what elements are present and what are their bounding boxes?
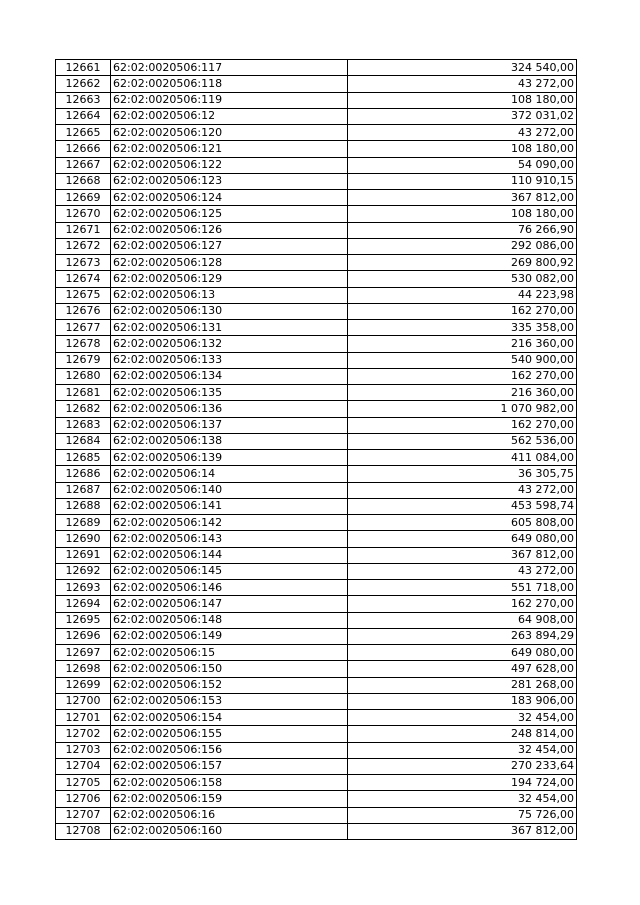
row-number-cell: 12684 xyxy=(56,433,111,449)
table-row xyxy=(56,401,577,417)
table-row xyxy=(56,677,577,693)
row-number-cell: 12688 xyxy=(56,498,111,514)
cadastral-value-cell: 372 031,02 xyxy=(348,108,577,124)
cadastral-number-cell: 62:02:0020506:159 xyxy=(111,791,348,807)
row-number-cell: 12670 xyxy=(56,206,111,222)
cadastral-value-cell: 562 536,00 xyxy=(348,433,577,449)
table-row xyxy=(56,352,577,368)
cadastral-number-cell: 62:02:0020506:123 xyxy=(111,173,348,189)
cadastral-value-cell: 649 080,00 xyxy=(348,531,577,547)
cadastral-number-cell: 62:02:0020506:121 xyxy=(111,141,348,157)
table-row xyxy=(56,206,577,222)
table-row xyxy=(56,92,577,108)
cadastral-value-cell: 551 718,00 xyxy=(348,580,577,596)
table-row xyxy=(56,612,577,628)
cadastral-number-cell: 62:02:0020506:13 xyxy=(111,287,348,303)
cadastral-value-cell: 54 090,00 xyxy=(348,157,577,173)
cadastral-value-cell: 76 266,90 xyxy=(348,222,577,238)
cadastral-number-cell: 62:02:0020506:156 xyxy=(111,742,348,758)
cadastral-value-cell: 1 070 982,00 xyxy=(348,401,577,417)
cadastral-number-cell: 62:02:0020506:14 xyxy=(111,466,348,482)
table-row xyxy=(56,547,577,563)
table-row xyxy=(56,141,577,157)
cadastral-number-cell: 62:02:0020506:157 xyxy=(111,758,348,774)
cadastral-number-cell: 62:02:0020506:155 xyxy=(111,726,348,742)
row-number-cell: 12689 xyxy=(56,515,111,531)
table-row xyxy=(56,645,577,661)
cadastral-number-cell: 62:02:0020506:131 xyxy=(111,320,348,336)
cadastral-value-cell: 269 800,92 xyxy=(348,255,577,271)
cadastral-number-cell: 62:02:0020506:148 xyxy=(111,612,348,628)
row-number-cell: 12671 xyxy=(56,222,111,238)
row-number-cell: 12667 xyxy=(56,157,111,173)
row-number-cell: 12706 xyxy=(56,791,111,807)
table-row xyxy=(56,466,577,482)
table-row xyxy=(56,775,577,791)
cadastral-value-cell: 335 358,00 xyxy=(348,320,577,336)
table-row xyxy=(56,742,577,758)
table-row xyxy=(56,596,577,612)
cadastral-value-cell: 263 894,29 xyxy=(348,628,577,644)
row-number-cell: 12681 xyxy=(56,385,111,401)
cadastral-value-cell: 281 268,00 xyxy=(348,677,577,693)
table-row xyxy=(56,238,577,254)
row-number-cell: 12701 xyxy=(56,710,111,726)
cadastral-value-cell: 649 080,00 xyxy=(348,645,577,661)
cadastral-value-cell: 110 910,15 xyxy=(348,173,577,189)
cadastral-number-cell: 62:02:0020506:128 xyxy=(111,255,348,271)
cadastral-value-cell: 530 082,00 xyxy=(348,271,577,287)
table-row xyxy=(56,320,577,336)
table-row xyxy=(56,807,577,823)
row-number-cell: 12703 xyxy=(56,742,111,758)
table-row xyxy=(56,628,577,644)
cadastral-number-cell: 62:02:0020506:141 xyxy=(111,498,348,514)
row-number-cell: 12691 xyxy=(56,547,111,563)
cadastral-number-cell: 62:02:0020506:119 xyxy=(111,92,348,108)
table-row xyxy=(56,498,577,514)
cadastral-number-cell: 62:02:0020506:133 xyxy=(111,352,348,368)
cadastral-value-cell: 183 906,00 xyxy=(348,693,577,709)
cadastral-value-cell: 411 084,00 xyxy=(348,450,577,466)
cadastral-number-cell: 62:02:0020506:158 xyxy=(111,775,348,791)
cadastral-value-cell: 162 270,00 xyxy=(348,303,577,319)
cadastral-value-cell: 194 724,00 xyxy=(348,775,577,791)
row-number-cell: 12672 xyxy=(56,238,111,254)
row-number-cell: 12687 xyxy=(56,482,111,498)
row-number-cell: 12686 xyxy=(56,466,111,482)
row-number-cell: 12662 xyxy=(56,76,111,92)
cadastral-number-cell: 62:02:0020506:136 xyxy=(111,401,348,417)
row-number-cell: 12702 xyxy=(56,726,111,742)
table-row xyxy=(56,157,577,173)
table-row xyxy=(56,60,577,76)
table-row xyxy=(56,271,577,287)
row-number-cell: 12693 xyxy=(56,580,111,596)
cadastral-value-cell: 43 272,00 xyxy=(348,563,577,579)
row-number-cell: 12696 xyxy=(56,628,111,644)
row-number-cell: 12705 xyxy=(56,775,111,791)
cadastral-value-cell: 540 900,00 xyxy=(348,352,577,368)
cadastral-number-cell: 62:02:0020506:149 xyxy=(111,628,348,644)
row-number-cell: 12665 xyxy=(56,125,111,141)
row-number-cell: 12685 xyxy=(56,450,111,466)
cadastral-value-cell: 270 233,64 xyxy=(348,758,577,774)
cadastral-number-cell: 62:02:0020506:152 xyxy=(111,677,348,693)
table-row xyxy=(56,515,577,531)
table-row xyxy=(56,173,577,189)
table-row xyxy=(56,580,577,596)
cadastral-value-cell: 497 628,00 xyxy=(348,661,577,677)
cadastral-value-cell: 248 814,00 xyxy=(348,726,577,742)
cadastral-value-cell: 162 270,00 xyxy=(348,368,577,384)
cadastral-number-cell: 62:02:0020506:125 xyxy=(111,206,348,222)
cadastral-value-cell: 64 908,00 xyxy=(348,612,577,628)
table-row xyxy=(56,433,577,449)
table-row xyxy=(56,710,577,726)
cadastral-value-cell: 367 812,00 xyxy=(348,547,577,563)
cadastral-number-cell: 62:02:0020506:12 xyxy=(111,108,348,124)
cadastral-number-cell: 62:02:0020506:135 xyxy=(111,385,348,401)
cadastral-value-table xyxy=(55,59,577,840)
cadastral-value-cell: 43 272,00 xyxy=(348,125,577,141)
cadastral-number-cell: 62:02:0020506:129 xyxy=(111,271,348,287)
cadastral-value-cell: 36 305,75 xyxy=(348,466,577,482)
cadastral-value-cell: 605 808,00 xyxy=(348,515,577,531)
row-number-cell: 12664 xyxy=(56,108,111,124)
cadastral-value-cell: 108 180,00 xyxy=(348,206,577,222)
table-row xyxy=(56,417,577,433)
table-row xyxy=(56,758,577,774)
cadastral-value-cell: 32 454,00 xyxy=(348,710,577,726)
table-row xyxy=(56,76,577,92)
row-number-cell: 12668 xyxy=(56,173,111,189)
row-number-cell: 12704 xyxy=(56,758,111,774)
row-number-cell: 12677 xyxy=(56,320,111,336)
table-row xyxy=(56,190,577,206)
cadastral-number-cell: 62:02:0020506:117 xyxy=(111,60,348,76)
row-number-cell: 12690 xyxy=(56,531,111,547)
table-row xyxy=(56,336,577,352)
row-number-cell: 12663 xyxy=(56,92,111,108)
row-number-cell: 12700 xyxy=(56,693,111,709)
cadastral-number-cell: 62:02:0020506:122 xyxy=(111,157,348,173)
row-number-cell: 12695 xyxy=(56,612,111,628)
cadastral-value-cell: 32 454,00 xyxy=(348,791,577,807)
cadastral-number-cell: 62:02:0020506:153 xyxy=(111,693,348,709)
table-row xyxy=(56,255,577,271)
row-number-cell: 12699 xyxy=(56,677,111,693)
cadastral-value-cell: 162 270,00 xyxy=(348,596,577,612)
cadastral-number-cell: 62:02:0020506:15 xyxy=(111,645,348,661)
row-number-cell: 12680 xyxy=(56,368,111,384)
row-number-cell: 12678 xyxy=(56,336,111,352)
cadastral-number-cell: 62:02:0020506:124 xyxy=(111,190,348,206)
cadastral-value-cell: 32 454,00 xyxy=(348,742,577,758)
table-row xyxy=(56,222,577,238)
cadastral-number-cell: 62:02:0020506:154 xyxy=(111,710,348,726)
row-number-cell: 12675 xyxy=(56,287,111,303)
cadastral-value-cell: 43 272,00 xyxy=(348,482,577,498)
cadastral-number-cell: 62:02:0020506:144 xyxy=(111,547,348,563)
table-row xyxy=(56,450,577,466)
table-body xyxy=(56,60,577,840)
table-row xyxy=(56,791,577,807)
cadastral-number-cell: 62:02:0020506:137 xyxy=(111,417,348,433)
row-number-cell: 12674 xyxy=(56,271,111,287)
table-row xyxy=(56,563,577,579)
cadastral-value-cell: 43 272,00 xyxy=(348,76,577,92)
table-row xyxy=(56,287,577,303)
cadastral-value-cell: 216 360,00 xyxy=(348,385,577,401)
row-number-cell: 12673 xyxy=(56,255,111,271)
cadastral-value-cell: 44 223,98 xyxy=(348,287,577,303)
cadastral-value-cell: 108 180,00 xyxy=(348,141,577,157)
row-number-cell: 12666 xyxy=(56,141,111,157)
cadastral-number-cell: 62:02:0020506:143 xyxy=(111,531,348,547)
table-row xyxy=(56,531,577,547)
cadastral-value-cell: 453 598,74 xyxy=(348,498,577,514)
cadastral-number-cell: 62:02:0020506:139 xyxy=(111,450,348,466)
cadastral-number-cell: 62:02:0020506:145 xyxy=(111,563,348,579)
cadastral-number-cell: 62:02:0020506:127 xyxy=(111,238,348,254)
cadastral-value-cell: 367 812,00 xyxy=(348,190,577,206)
cadastral-number-cell: 62:02:0020506:146 xyxy=(111,580,348,596)
cadastral-number-cell: 62:02:0020506:138 xyxy=(111,433,348,449)
row-number-cell: 12707 xyxy=(56,807,111,823)
table-row xyxy=(56,693,577,709)
row-number-cell: 12676 xyxy=(56,303,111,319)
table-row xyxy=(56,303,577,319)
row-number-cell: 12682 xyxy=(56,401,111,417)
row-number-cell: 12661 xyxy=(56,60,111,76)
table-row xyxy=(56,661,577,677)
row-number-cell: 12692 xyxy=(56,563,111,579)
row-number-cell: 12697 xyxy=(56,645,111,661)
table-row xyxy=(56,385,577,401)
cadastral-number-cell: 62:02:0020506:147 xyxy=(111,596,348,612)
cadastral-number-cell: 62:02:0020506:140 xyxy=(111,482,348,498)
table-row xyxy=(56,726,577,742)
table-row xyxy=(56,482,577,498)
cadastral-number-cell: 62:02:0020506:142 xyxy=(111,515,348,531)
cadastral-value-cell: 324 540,00 xyxy=(348,60,577,76)
cadastral-number-cell: 62:02:0020506:126 xyxy=(111,222,348,238)
row-number-cell: 12669 xyxy=(56,190,111,206)
cadastral-number-cell: 62:02:0020506:150 xyxy=(111,661,348,677)
cadastral-number-cell: 62:02:0020506:130 xyxy=(111,303,348,319)
table-row xyxy=(56,108,577,124)
cadastral-value-cell: 367 812,00 xyxy=(348,823,577,839)
cadastral-value-cell: 108 180,00 xyxy=(348,92,577,108)
cadastral-value-cell: 292 086,00 xyxy=(348,238,577,254)
row-number-cell: 12698 xyxy=(56,661,111,677)
cadastral-number-cell: 62:02:0020506:160 xyxy=(111,823,348,839)
cadastral-number-cell: 62:02:0020506:16 xyxy=(111,807,348,823)
cadastral-value-cell: 75 726,00 xyxy=(348,807,577,823)
cadastral-number-cell: 62:02:0020506:134 xyxy=(111,368,348,384)
cadastral-number-cell: 62:02:0020506:118 xyxy=(111,76,348,92)
row-number-cell: 12694 xyxy=(56,596,111,612)
cadastral-value-cell: 216 360,00 xyxy=(348,336,577,352)
cadastral-value-cell: 162 270,00 xyxy=(348,417,577,433)
table-row xyxy=(56,823,577,839)
cadastral-number-cell: 62:02:0020506:132 xyxy=(111,336,348,352)
row-number-cell: 12679 xyxy=(56,352,111,368)
table-row xyxy=(56,368,577,384)
row-number-cell: 12708 xyxy=(56,823,111,839)
row-number-cell: 12683 xyxy=(56,417,111,433)
cadastral-number-cell: 62:02:0020506:120 xyxy=(111,125,348,141)
table-row xyxy=(56,125,577,141)
